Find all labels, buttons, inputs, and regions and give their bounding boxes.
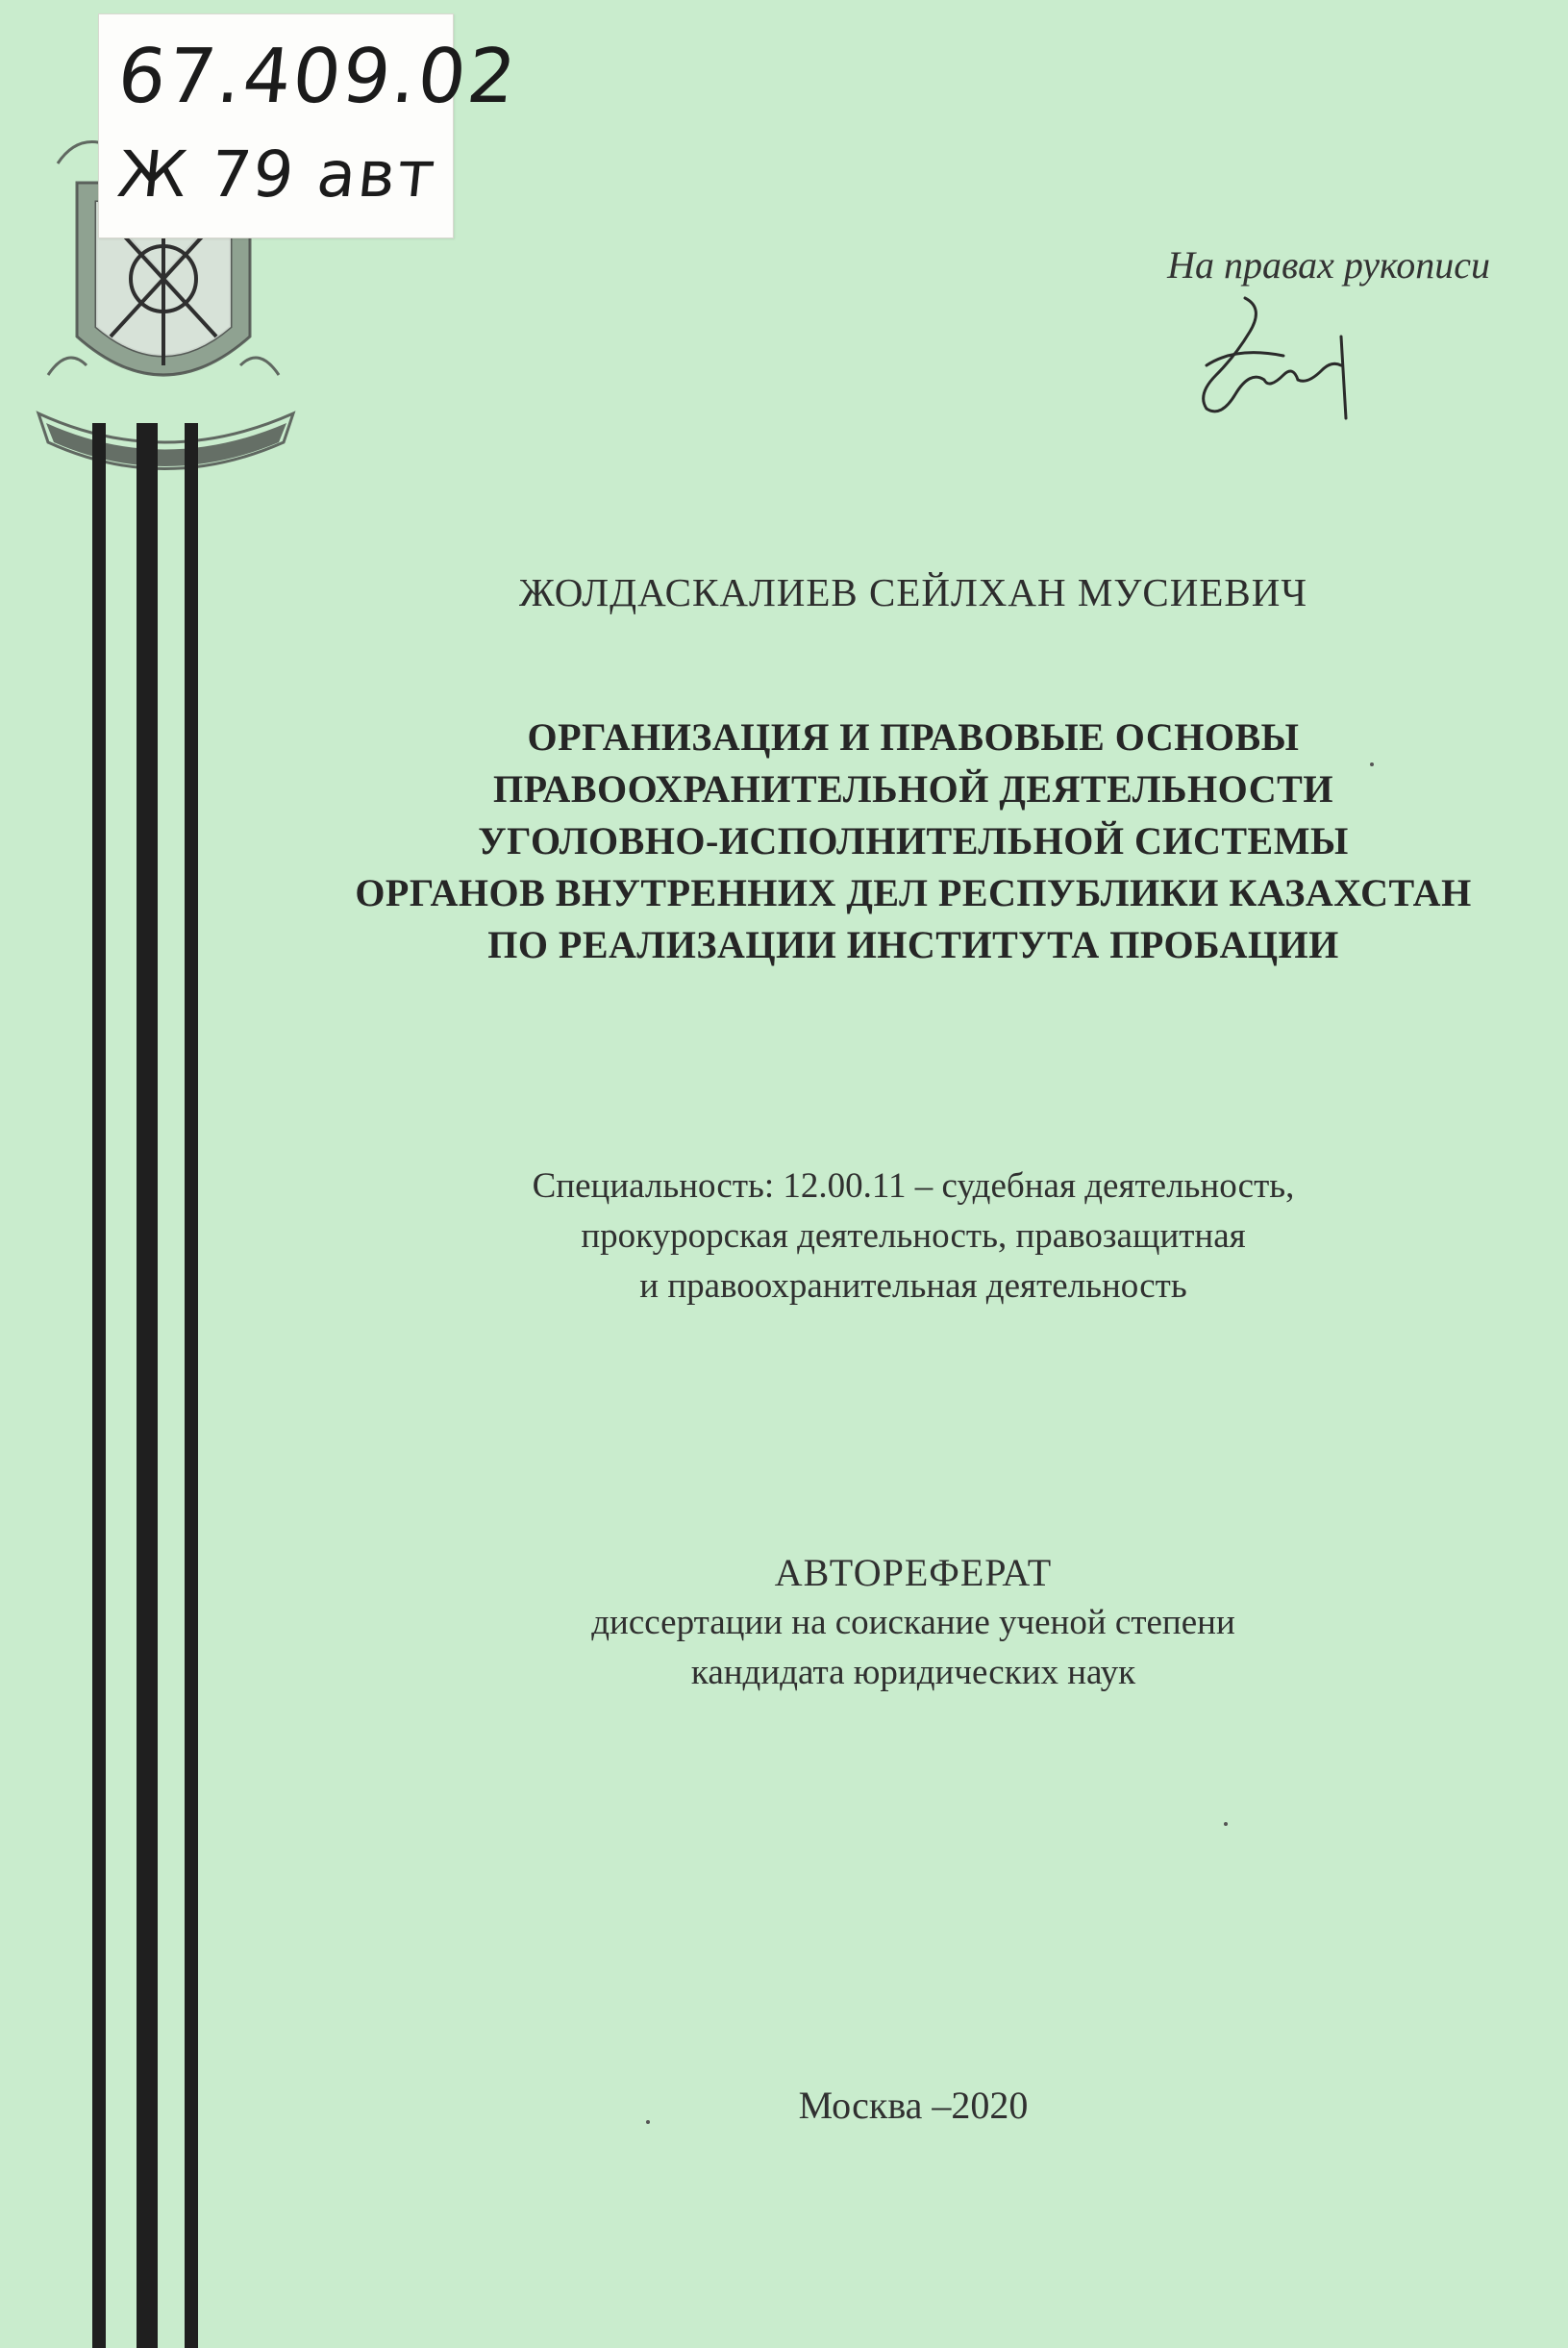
library-code-line1: 67.409.02	[113, 34, 522, 120]
abstract-block	[317, 1548, 1509, 1698]
title-line: ОРГАНОВ ВНУТРЕННИХ ДЕЛ РЕСПУБЛИКИ КАЗАХСТАН	[355, 871, 1472, 914]
library-sticker	[98, 13, 522, 238]
handwritten-signature-icon	[1178, 288, 1370, 423]
author-name: ЖОЛДАСКАЛИЕВ СЕЙЛХАН МУСИЕВИЧ	[519, 570, 1307, 614]
scan-speck	[1370, 762, 1374, 766]
scan-speck	[1224, 1822, 1228, 1826]
abstract-line: диссертации на соискание ученой степени	[591, 1603, 1235, 1642]
specialty-line: и правоохранительная деятельность	[639, 1266, 1187, 1306]
title-line: ОРГАНИЗАЦИЯ И ПРАВОВЫЕ ОСНОВЫ	[527, 715, 1300, 759]
specialty-line: Специальность: 12.00.11 – судебная деятельность,	[532, 1166, 1295, 1206]
manuscript-rights-note: На правах рукописи	[1167, 243, 1490, 287]
specialty-block	[317, 1162, 1509, 1311]
title-line: ПО РЕАЛИЗАЦИИ ИНСТИТУТА ПРОБАЦИИ	[487, 923, 1339, 966]
abstract-heading: АВТОРЕФЕРАТ	[774, 1551, 1053, 1594]
decorative-stripe-1	[92, 423, 106, 2348]
scan-speck	[646, 2120, 650, 2124]
dissertation-title	[317, 712, 1509, 971]
title-line: ПРАВООХРАНИТЕЛЬНОЙ ДЕЯТЕЛЬНОСТИ	[493, 767, 1333, 811]
specialty-line: прокурорская деятельность, правозащитная	[581, 1216, 1246, 1256]
abstract-line: кандидата юридических наук	[690, 1653, 1136, 1692]
decorative-stripe-3	[185, 423, 198, 2348]
city-year: Москва –2020	[798, 2084, 1029, 2127]
title-line: УГОЛОВНО-ИСПОЛНИТЕЛЬНОЙ СИСТЕМЫ	[478, 819, 1349, 862]
library-code-line2: Ж 79 авт	[113, 137, 440, 212]
decorative-stripe-2	[137, 423, 158, 2348]
